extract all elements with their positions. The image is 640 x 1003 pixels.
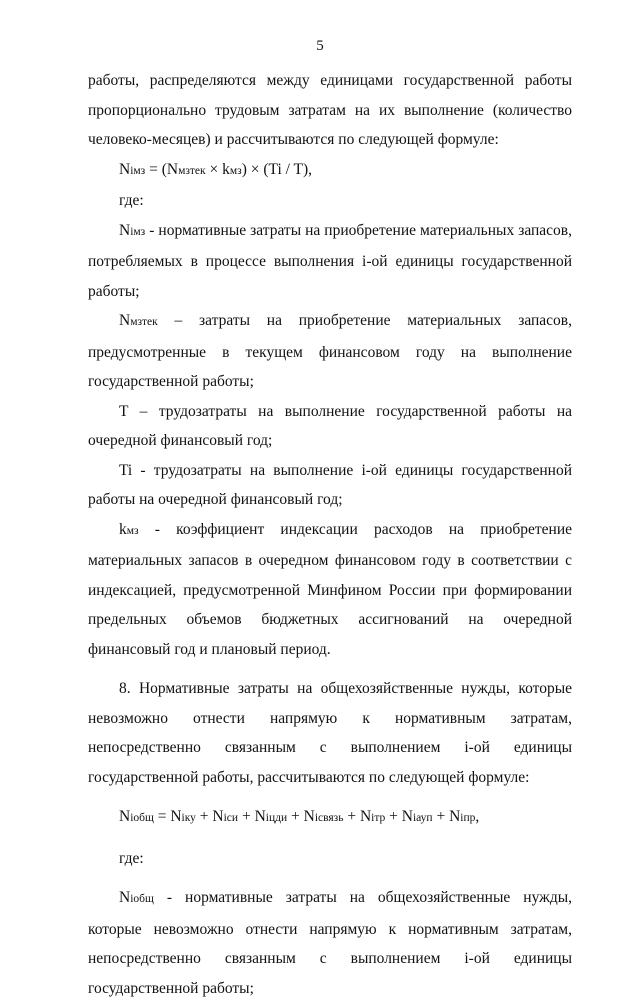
definition-ti: Ti - трудозатраты на выполнение i-ой единицы государственной работы на очередной финансовый год; (88, 461, 572, 508)
formula-general-costs: Niобщ = Niку + Niси + Niцди + Niсвязь + Niтр + Niауп + Niпр, (119, 808, 480, 825)
definition-niobsh: Niобщ - нормативные затраты на общехозяйственные нужды, которые невозможно отнести напрямую к нормативным затратам, непосредственно связанным с выполнением i-ой единицы государственной работы; (88, 889, 572, 997)
paragraph-section-8: 8. Нормативные затраты на общехозяйственные нужды, которые невозможно отнести напрямую к нормативным затратам, непосредственно связанным с выполнением i-ой единицы государственной работы, рассчитываются по следующей формуле: (88, 680, 572, 786)
where-label-2: где: (119, 849, 144, 867)
paragraph-intro: работы, распределяются между единицами государственной работы пропорционально трудовым затратам на их выполнение (количество человеко-месяцев) и рассчитываются по следующей формуле: (88, 72, 572, 148)
definition-kmz: kмз - коэффициент индексации расходов на приобретение материальных запасов в очередном финансовом году в соответствии с индексацией, предусмотренной Минфином России при формировании предельных объемов бюджетных ассигнований на очередной финансовый год и плановый период. (88, 520, 572, 658)
document-body (88, 66, 572, 1003)
formula-material-costs: Niмз = (Nмзтек × kмз) × (Ti / T), (119, 160, 313, 178)
where-label: где: (119, 192, 144, 209)
definition-nmztek: Nмзтек – затраты на приобретение материальных запасов, предусмотренные в текущем финансовом году на выполнение государственной работы; (88, 312, 572, 390)
page-number: 5 (316, 38, 324, 54)
definition-nimz: Niмз - нормативные затраты на приобретение материальных запасов, потребляемых в процессе выполнения i-ой единицы государственной работы; (88, 221, 572, 300)
definition-t: T – трудозатраты на выполнение государственной работы на очередной финансовый год; (88, 402, 572, 449)
